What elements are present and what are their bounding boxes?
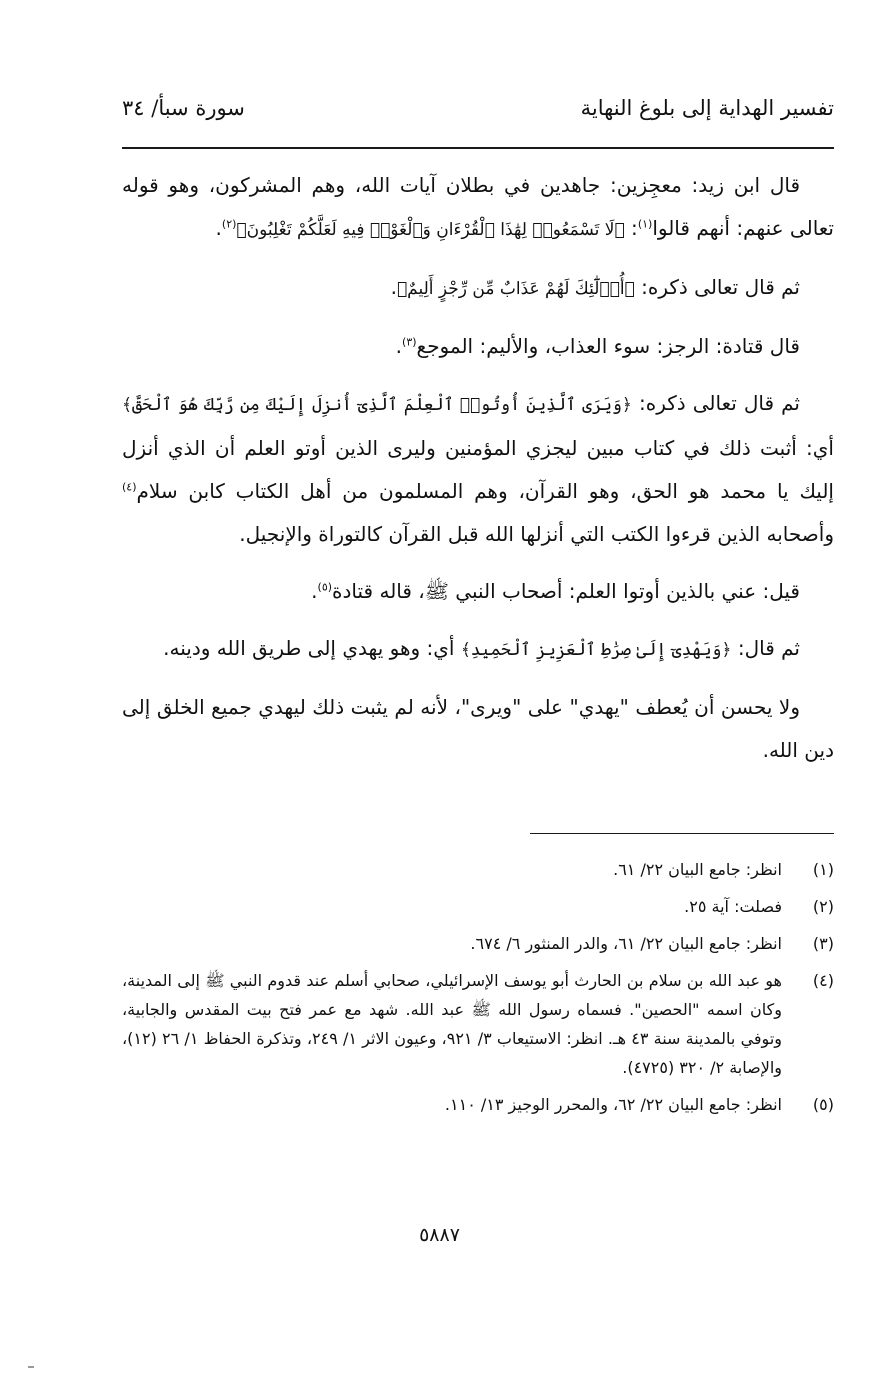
paragraph-text: قيل: عني بالذين أوتوا العلم: أصحاب النبي ﷺ، قاله قتادة xyxy=(332,579,800,603)
footnote-item xyxy=(122,855,834,884)
paragraph-end: . xyxy=(395,334,403,358)
paragraph-verse-ilm xyxy=(122,382,834,556)
footnote-text: فصلت: آية ٢٥. xyxy=(684,897,782,916)
footnote-text: انظر: جامع البيان ٢٢/ ٦١. xyxy=(613,860,782,879)
footnotes xyxy=(122,855,834,1127)
paragraph-end: . xyxy=(390,275,397,299)
book-title: تفسير الهداية إلى بلوغ النهاية xyxy=(580,96,834,120)
footnote-number: (٥) xyxy=(812,1095,834,1114)
quran-verse: ﴿وَيَرَى ٱلَّذِينَ أُوتُوا۟ ٱلْعِلْمَ ٱلَّذِىٓ أُنزِلَ إِلَيْكَ مِن رَّبِّكَ هُوَ ٱلْحَقَّ﴾ xyxy=(122,395,632,415)
paragraph-text: قال قتادة: الرجز: سوء العذاب، والأليم: الموجع xyxy=(416,334,800,358)
quran-verse: ﴿لَا تَسْمَعُوا۟ لِهَٰذَا ٱلْقُرْءَانِ وَٱلْغَوْا۟ فِيهِ لَعَلَّكُمْ تَغْلِبُونَ﴾ xyxy=(236,220,625,240)
footnote-item xyxy=(122,966,834,1082)
footnote-number: (١) xyxy=(812,860,834,879)
footnote-item xyxy=(122,1090,834,1119)
paragraph-text: ولا يحسن أن يُعطف "يهدي" على "ويرى"، لأنه لم يثبت ذلك ليهدي جميع الخلق إلى دين الله. xyxy=(122,695,834,762)
footnote-ref-4[interactable]: (٤) xyxy=(122,480,137,494)
quran-verse: ﴿أُو۟لَٰٓئِكَ لَهُمْ عَذَابٌ مِّن رِّجْزٍ أَلِيمٌ﴾ xyxy=(396,279,635,299)
footnote-ref-1[interactable]: (١) xyxy=(637,217,653,231)
paragraph-commentary: أي: أثبت ذلك في كتاب مبين ليجزي المؤمنين وليرى الذين أوتو العلم أن الذي أنزل إليك يا محمد هو الحق، وهو القرآن، وهم المسلمون من أهل الكتاب كابن سلام xyxy=(122,436,834,503)
footnote-divider xyxy=(530,833,834,834)
quran-verse: ﴿وَيَهْدِىٓ إِلَىٰ صِرَٰطِ ٱلْعَزِيزِ ٱلْحَمِيدِ﴾ xyxy=(460,640,732,660)
paragraph-verse-sirat xyxy=(122,627,834,672)
page-number: ٥٨٨٧ xyxy=(419,1224,460,1246)
scan-mark xyxy=(28,1366,34,1368)
footnote-number: (٢) xyxy=(812,897,834,916)
footnote-ref-3[interactable]: (٣) xyxy=(402,335,417,349)
main-text xyxy=(122,164,834,786)
footnote-item xyxy=(122,892,834,921)
paragraph-text: ثم قال: xyxy=(731,636,800,660)
paragraph-end: وأصحابه الذين قرءوا الكتب التي أنزلها الله قبل القرآن كالتوراة والإنجيل. xyxy=(239,522,834,546)
paragraph-grammar-note xyxy=(122,686,834,772)
paragraph-qatada xyxy=(122,325,834,368)
paragraph-end: . xyxy=(215,216,222,240)
paragraph-text: قال ابن زيد: معجِزين: جاهدين في بطلان آيات الله، وهم المشركون، وهو قوله تعالى عنهم: أنهم قالوا xyxy=(122,173,834,240)
paragraph-companions xyxy=(122,570,834,613)
footnote-text: هو عبد الله بن سلام بن الحارث أبو يوسف الإسرائيلي، صحابي أسلم عند قدوم النبي ﷺ إلى المدينة، وكان اسمه "الحصين". فسماه رسول الله ﷺ عبد الله. شهد مع عمر فتح بيت المقدس والجابية، وتوفي بالمدينة سنة ٤٣ هـ. انظر: الاستيعاب ٣/ ٩٢١، وعيون الاثر ١/ ٢٤٩، وتذكرة الحفاظ ١/ ٢٦ (١٢)، والإصابة ٢/ ٣٢٠ (٤٧٢٥). xyxy=(122,971,782,1077)
separator: : xyxy=(624,216,638,240)
running-header xyxy=(122,92,834,142)
footnote-item xyxy=(122,929,834,958)
footnote-ref-5[interactable]: (٥) xyxy=(317,580,333,594)
surah-reference: سورة سبأ/ ٣٤ xyxy=(122,96,245,120)
paragraph-end: . xyxy=(311,579,318,603)
footnote-text: انظر: جامع البيان ٢٢/ ٦١، والدر المنثور ٦/ ٦٧٤. xyxy=(470,934,782,953)
paragraph-ibn-zayd xyxy=(122,164,834,252)
paragraph-verse-azab xyxy=(122,266,834,311)
paragraph-text: ثم قال تعالى ذكره: xyxy=(631,391,801,415)
footnote-text: انظر: جامع البيان ٢٢/ ٦٢، والمحرر الوجيز ١٣/ ١١٠. xyxy=(444,1095,782,1114)
footnote-number: (٣) xyxy=(812,934,834,953)
footnote-number: (٤) xyxy=(812,971,834,990)
header-divider xyxy=(122,147,834,149)
paragraph-end: أي: وهو يهدي إلى طريق الله ودينه. xyxy=(163,636,461,660)
footnote-ref-2[interactable]: (٢) xyxy=(221,217,237,231)
paragraph-text: ثم قال تعالى ذكره: xyxy=(634,275,800,299)
